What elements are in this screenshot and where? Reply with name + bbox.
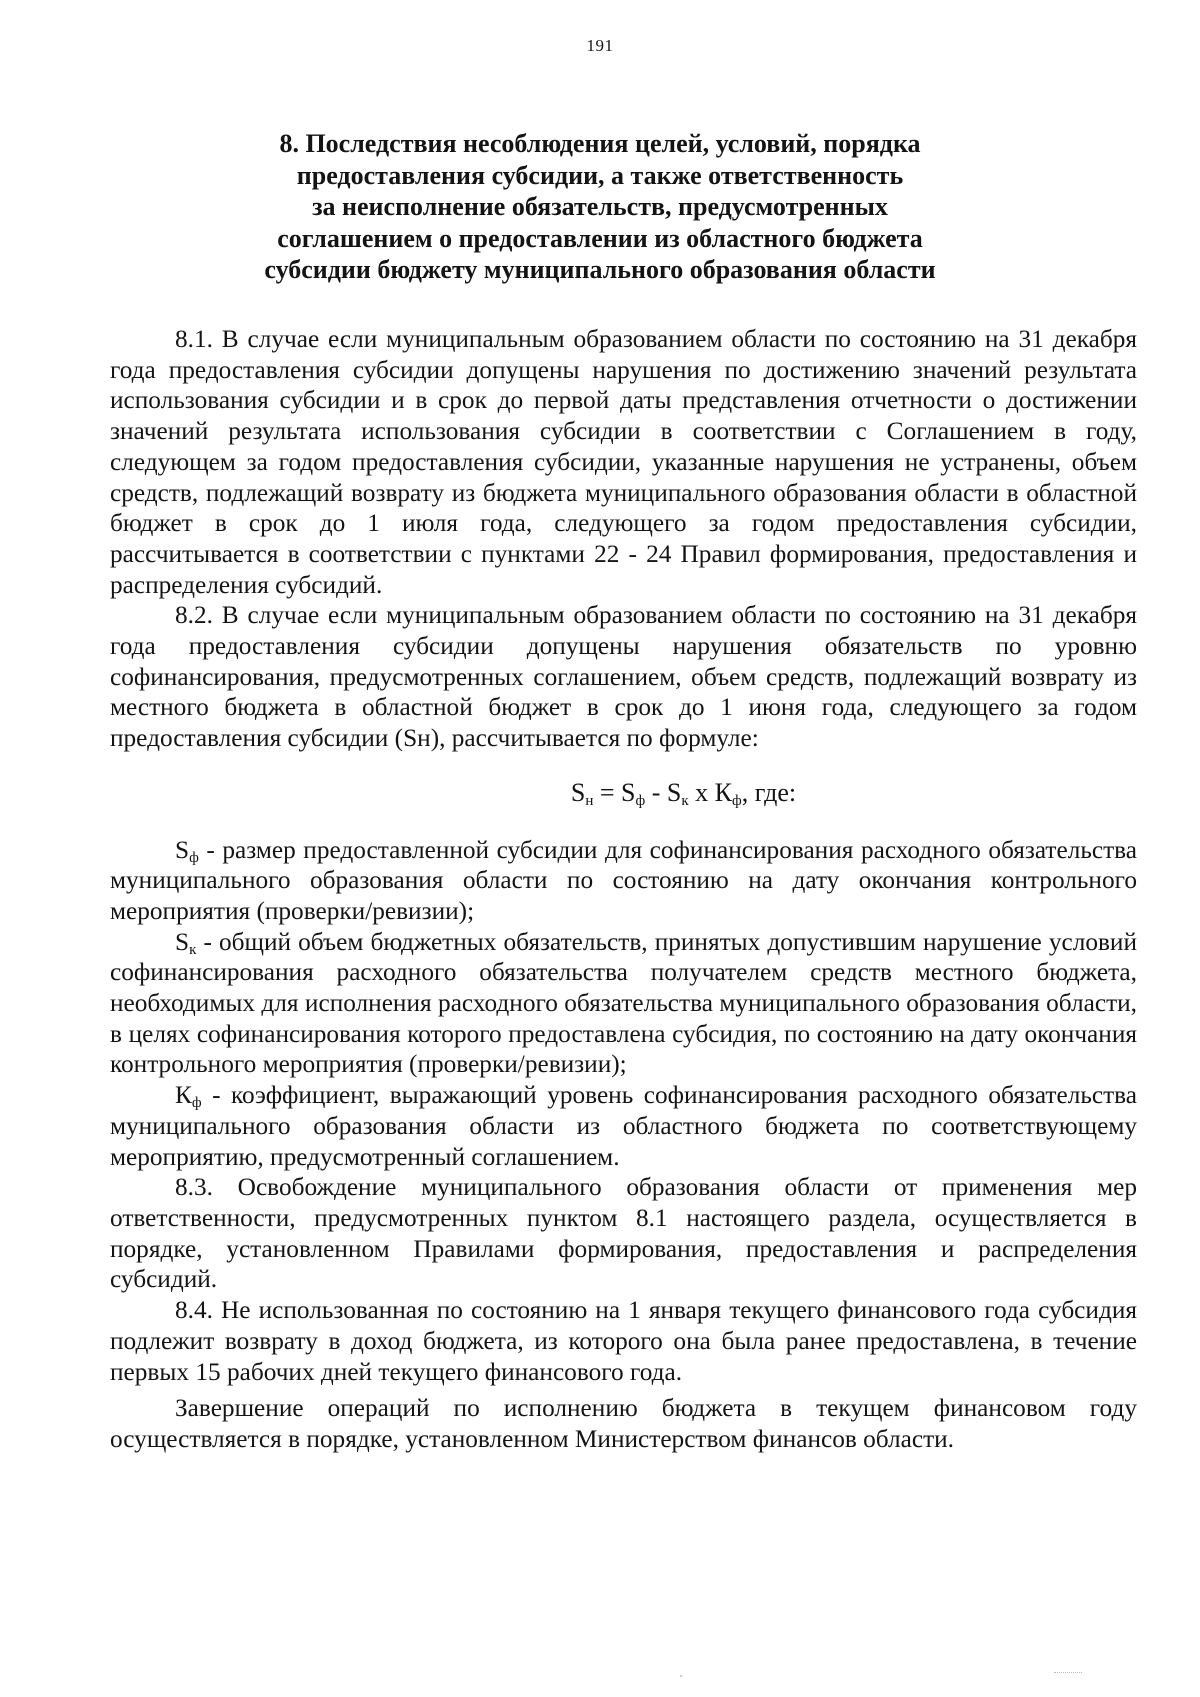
formula-term-1-sub: ф [635, 792, 646, 809]
definition-symbol-sub: к [189, 941, 197, 958]
definition-symbol-sub: ф [189, 849, 199, 866]
formula-tail: , где: [741, 777, 797, 807]
formula-term-3: К [714, 777, 733, 807]
paragraph-8-2: 8.2. В случае если муниципальным образованием области по состоянию на 31 декабря года предоставления субсидии допущены нарушения обязательств по уровню софинансирования, предусмотренных соглашением, объем средств, подлежащий возврату из местного бюджета в областной бюджет в срок до 1 июня года, следующего за годом предоставления субсидии (Sн), рассчитывается по формуле: [110, 601, 1137, 753]
definition-kf [110, 1080, 1137, 1172]
paragraph-8-1: 8.1. В случае если муниципальным образованием области по состоянию на 31 декабря года предоставления субсидии допущены нарушения по достижению значений результата использования субсидии и в срок до первой даты представления отчетности о достижении значений результата использования субсидии в соответствии с Соглашением в году, следующем за годом предоставления субсидии, указанные нарушения не устранены, объем средств, подлежащий возврату из бюджета муниципального образования области в областной бюджет в срок до 1 июля года, следующего за годом предоставления субсидии, рассчитывается в соответствии с пунктами 22 - 24 Правил формирования, предоставления и распределения субсидий. [110, 325, 1137, 599]
definition-symbol: К [175, 1081, 192, 1110]
heading-line: субсидии бюджету муниципального образования области [264, 255, 936, 285]
definition-symbol: S [175, 927, 190, 956]
definition-sk [110, 927, 1137, 1081]
scan-artifact [1054, 1672, 1082, 1683]
definition-symbol-sub: ф [191, 1095, 202, 1112]
formula-minus: - [645, 777, 667, 807]
formula-term-2: S [666, 777, 682, 807]
document-body [110, 324, 1137, 1455]
scan-artifact [680, 1675, 682, 1677]
formula [110, 778, 1137, 809]
definition-text: - общий объем бюджетных обязательств, принятых допустившим нарушение условий софинансирования расходного обязательства получателем средств местного бюджета, необходимых для исполнения расходного обязательства муниципального образования области, в целях софинансирования которого предоставлена субсидия, по состоянию на дату окончания контрольного мероприятия (проверки/ревизии); [110, 927, 1137, 1079]
formula-lhs-sub: н [585, 792, 594, 809]
definition-text: - коэффициент, выражающий уровень софинансирования расходного обязательства муниципального образования области из областного бюджета по соответствующему мероприятию, предусмотренный соглашением. [110, 1081, 1137, 1171]
formula-lhs: S [570, 777, 586, 807]
heading-line: за неисполнение обязательств, предусмотренных [312, 192, 888, 222]
formula-term-1: S [621, 777, 636, 807]
section-heading [110, 128, 1090, 286]
definition-text: - размер предоставленной субсидии для софинансирования расходного обязательства муниципального образования области по состоянию на дату окончания контрольного мероприятия (проверки/ревизии); [110, 835, 1137, 925]
paragraph-8-4: 8.4. Не использованная по состоянию на 1 января текущего финансового года субсидия подлежит возврату в доход бюджета, из которого она была ранее предоставлена, в течение первых 15 рабочих дней текущего финансового года. [110, 1296, 1137, 1386]
formula-term-2-sub: к [681, 792, 689, 809]
heading-line: соглашением о предоставлении из областного бюджета [277, 223, 923, 253]
definition-sf [110, 835, 1137, 927]
page-number: 191 [586, 36, 614, 55]
formula-eq: = [593, 777, 622, 807]
definition-symbol: S [175, 835, 190, 864]
paragraph-final: Завершение операций по исполнению бюджета в текущем финансовом году осуществляется в порядке, установленном Министерством финансов области. [110, 1394, 1137, 1453]
formula-term-3-sub: ф [732, 792, 742, 809]
formula-times: x [688, 777, 715, 807]
paragraph-8-3: 8.3. Освобождение муниципального образования области от применения мер ответственности, предусмотренных пунктом 8.1 настоящего раздела, осуществляется в порядке, установленном Правилами формирования, предоставления и распределения субсидий. [110, 1173, 1137, 1294]
heading-line: предоставления субсидии, а также ответственность [296, 160, 904, 190]
heading-line: 8. Последствия несоблюдения целей, условий, порядка [279, 129, 921, 158]
